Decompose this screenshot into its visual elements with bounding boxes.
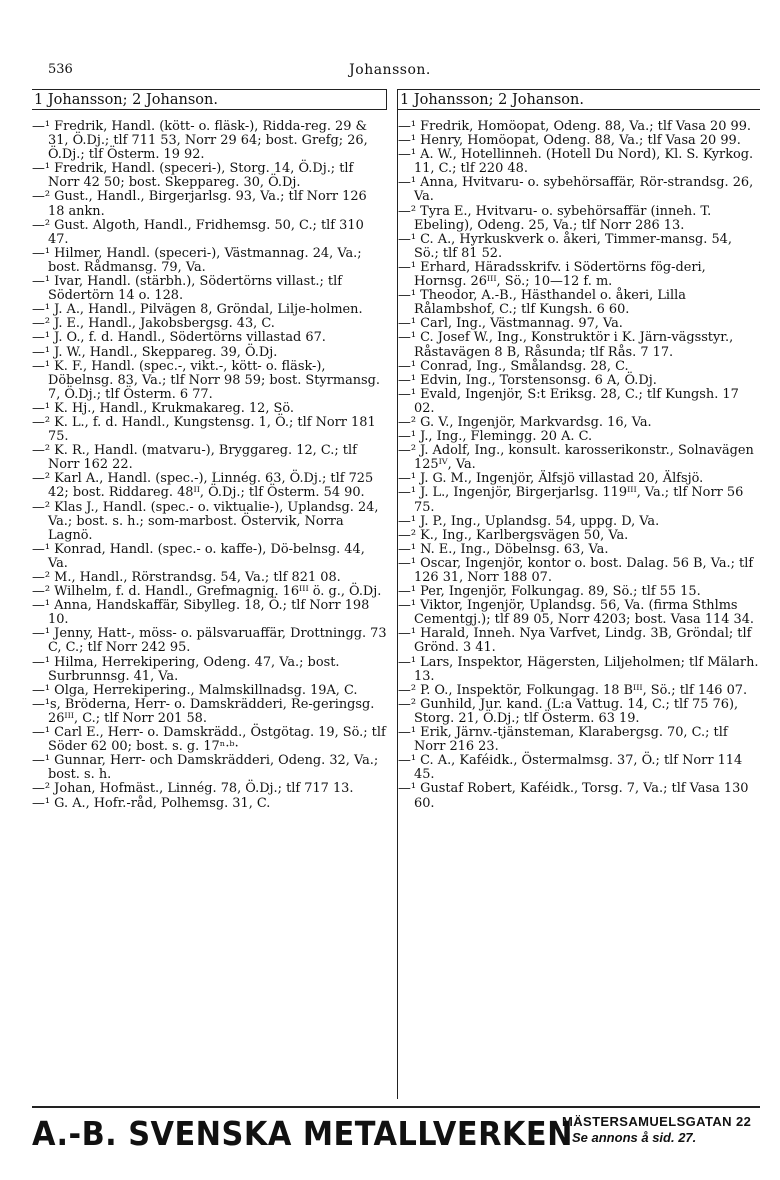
directory-entry: —¹ N. E., Ing., Döbelnsg. 63, Va. <box>398 541 609 557</box>
directory-entry: —¹ K. Hj., Handl., Krukmakareg. 12, Sö. <box>32 400 295 416</box>
directory-entry: —¹ Carl, Ing., Västmannag. 97, Va. <box>398 316 623 332</box>
directory-entry: —¹ J., Ing., Flemingg. 20 A. C. <box>398 429 593 445</box>
directory-entry: —¹ Gustaf Robert, Kaféidk., Torsg. 7, Va.; tlf Vasa 130 60. <box>398 781 749 811</box>
directory-entry: —¹ Fredrik, Handl. (speceri-), Storg. 14, Ö.Dj.; tlf Norr 42 50; bost. Skeppareg. 30, Ö.Dj. <box>32 161 354 191</box>
directory-entry: —² Karl A., Handl. (spec.-), Linnég. 63, Ö.Dj.; tlf 725 42; bost. Riddareg. 48ᴵᴵ, Ö.Dj.; tlf Österm. 54 90. <box>32 471 374 501</box>
directory-entry: —¹ Per, Ingenjör, Folkungag. 89, Sö.; tlf 55 15. <box>398 584 701 600</box>
directory-entry: —¹ J. G. M., Ingenjör, Älfsjö villastad 20, Älfsjö. <box>398 471 704 487</box>
directory-entry: —¹ Conrad, Ing., Smålandsg. 28, C. <box>398 358 629 374</box>
directory-entry: —¹ Evald, Ingenjör, S:t Eriksg. 28, C.; tlf Kungsh. 17 02. <box>398 386 739 416</box>
directory-entry: —¹ J. A., Handl., Pilvägen 8, Gröndal, Lilje-holmen. <box>32 302 363 318</box>
directory-entry: —¹ Theodor, A.-B., Hästhandel o. åkeri, Lilla Rålambshof, C.; tlf Kungsh. 6 60. <box>398 288 686 318</box>
directory-entry: —¹ C. A., Kaféidk., Östermalmsg. 37, Ö.; tlf Norr 114 45. <box>398 753 743 783</box>
directory-entry: —¹ Lars, Inspektor, Hägersten, Liljeholmen; tlf Mälarh. 13. <box>398 654 759 684</box>
left-column-heading: 1 Johansson; 2 Johanson. <box>32 89 387 110</box>
directory-entry: —¹ Oscar, Ingenjör, kontor o. bost. Dalag. 56 B, Va.; tlf 126 31, Norr 188 07. <box>398 555 754 585</box>
advertisement-address: MÄSTERSAMUELSGATAN 22 <box>562 1114 752 1129</box>
directory-entry: —¹ J. P., Ing., Uplandsg. 54, uppg. D, Va. <box>398 513 660 529</box>
directory-entry: —¹ Anna, Handskaffär, Sibylleg. 18, Ö.; tlf Norr 198 10. <box>32 598 370 628</box>
directory-entry: —¹ Ivar, Handl. (stärbh.), Södertörns villast.; tlf Södertörn 14 o. 128. <box>32 274 342 304</box>
directory-entry: —² J. E., Handl., Jakobsbergsg. 43, C. <box>32 316 275 332</box>
directory-entry: —² K. L., f. d. Handl., Kungstensg. 1, Ö.; tlf Norr 181 75. <box>32 414 376 445</box>
directory-entry: —² Klas J., Handl. (spec.- o. viktualie-), Uplandsg. 24, Va.; bost. s. h.; som-marbost. Östervik, Norra Lagnö. <box>32 499 379 543</box>
directory-entry: —² P. O., Inspektör, Folkungag. 18 Bᴵᴵᴵ, Sö.; tlf 146 07. <box>398 682 748 698</box>
right-entry-list <box>398 120 760 811</box>
right-column <box>398 89 760 811</box>
advertisement-banner <box>32 1106 760 1158</box>
right-column-heading: 1 Johansson; 2 Johanson. <box>398 89 760 110</box>
directory-entry: —¹ Fredrik, Handl. (kött- o. fläsk-), Ridda-reg. 29 & 31, Ö.Dj.; tlf 711 53, Norr 29 64; bost. Grefg; 26, Ö.Dj.; tlf Österm. 19 92. <box>32 119 368 163</box>
directory-entry: —¹ A. W., Hotellinneh. (Hotell Du Nord), Kl. S. Kyrkog. 11, C.; tlf 220 48. <box>398 147 754 177</box>
directory-entry: —² Johan, Hofmäst., Linnég. 78, Ö.Dj.; tlf 717 13. <box>32 781 354 797</box>
directory-entry: —¹ Harald, Inneh. Nya Varfvet, Lindg. 3B, Gröndal; tlf Grönd. 3 41. <box>398 626 752 656</box>
advertisement-company: A.-B. SVENSKA METALLVERKEN <box>32 1113 573 1153</box>
directory-entry: —¹ J. W., Handl., Skeppareg. 39, Ö.Dj. <box>32 344 278 360</box>
directory-entry: —¹s, Bröderna, Herr- o. Damskrädderi, Re-geringsg. 26ᴵᴵᴵ, C.; tlf Norr 201 58. <box>32 696 375 726</box>
directory-entry: —¹ Hilma, Herrekipering, Odeng. 47, Va.; bost. Surbrunnsg. 41, Va. <box>32 654 340 684</box>
directory-entry: —² Gunhild, Jur. kand. (L:a Vattug. 14, C.; tlf 75 76), Storg. 21, Ö.Dj.; tlf Österm. 63 19. <box>398 696 739 726</box>
directory-entry: —¹ Carl E., Herr- o. Damskrädd., Östgötag. 19, Sö.; tlf Söder 62 00; bost. s. g. 17ⁿ·ᵇ· <box>32 725 386 755</box>
directory-entry: —¹ Jenny, Hatt-, möss- o. pälsvaruaffär, Drottningg. 73 C, C.; tlf Norr 242 95. <box>32 626 387 656</box>
directory-entry: —¹ J. L., Ingenjör, Birgerjarlsg. 119ᴵᴵᴵ, Va.; tlf Norr 56 75. <box>398 485 744 515</box>
directory-entry: —² Tyra E., Hvitvaru- o. sybehörsaffär (inneh. T. Ebeling), Odeng. 25, Va.; tlf Norr 286 13. <box>398 203 712 233</box>
directory-entry: —¹ Konrad, Handl. (spec.- o. kaffe-), Dö-belnsg. 44, Va. <box>32 541 365 571</box>
left-entry-list <box>32 120 387 811</box>
directory-entry: —¹ G. A., Hofr.-råd, Polhemsg. 31, C. <box>32 795 271 811</box>
directory-entry: —¹ Viktor, Ingenjör, Uplandsg. 56, Va. (firma Sthlms Cementgj.); tlf 89 05, Norr 4203; bost. Vasa 114 34. <box>398 598 755 628</box>
directory-entry: —² K. R., Handl. (matvaru-), Bryggareg. 12, C.; tlf Norr 162 22. <box>32 443 357 473</box>
directory-entry: —¹ C. Josef W., Ing., Konstruktör i K. Järn-vägsstyr., Råstavägen 8 B, Råsunda; tlf Rås. 7 17. <box>398 330 734 360</box>
advertisement-reference: Se annons å sid. 27. <box>572 1130 697 1145</box>
directory-entry: —¹ C. A., Hyrkuskverk o. åkeri, Timmer-mansg. 54, Sö.; tlf 81 52. <box>398 231 732 261</box>
directory-entry: —² M., Handl., Rörstrandsg. 54, Va.; tlf 821 08. <box>32 570 341 585</box>
directory-entry: —¹ Edvin, Ing., Torstensonsg. 6 A, Ö.Dj. <box>398 372 657 388</box>
advertisement-details <box>562 1114 751 1145</box>
directory-entry: —¹ J. O., f. d. Handl., Södertörns villastad 67. <box>32 330 326 346</box>
directory-entry: —² K., Ing., Karlbergsvägen 50, Va. <box>398 527 629 543</box>
directory-entry: —² Wilhelm, f. d. Handl., Grefmagnig. 16ᴵᴵᴵ ö. g., Ö.Dj. <box>32 584 382 600</box>
directory-entry: —² Gust. Algoth, Handl., Fridhemsg. 50, C.; tlf 310 47. <box>32 217 364 247</box>
directory-entry: —¹ K. F., Handl. (spec.-, vikt.-, kött- o. fläsk-), Döbelnsg. 83, Va.; tlf Norr 98 59; bost. Styrmansg. 7, Ö.Dj.; tlf Österm. 6 77. <box>32 358 381 402</box>
directory-entry: —¹ Gunnar, Herr- och Damskrädderi, Odeng. 32, Va.; bost. s. h. <box>32 753 379 783</box>
directory-entry: —¹ Fredrik, Homöopat, Odeng. 88, Va.; tlf Vasa 20 99. <box>398 119 752 134</box>
directory-entry: —¹ Henry, Homöopat, Odeng. 88, Va.; tlf Vasa 20 99. <box>398 133 741 149</box>
directory-entry: —¹ Anna, Hvitvaru- o. sybehörsaffär, Rör-strandsg. 26, Va. <box>398 175 754 205</box>
directory-entry: —¹ Erik, Järnv.-tjänsteman, Klarabergsg. 70, C.; tlf Norr 216 23. <box>398 725 728 755</box>
directory-entry: —¹ Olga, Herrekipering., Malmskillnadsg. 19A, C. <box>32 682 358 698</box>
directory-entry: —² G. V., Ingenjör, Markvardsg. 16, Va. <box>398 414 652 430</box>
directory-entry: —² Gust., Handl., Birgerjarlsg. 93, Va.; tlf Norr 126 18 ankn. <box>32 189 367 219</box>
directory-entry: —² J. Adolf, Ing., konsult. karosserikonstr., Solnavägen 125ᴵⱽ, Va. <box>398 443 754 473</box>
directory-entry: —¹ Hilmer, Handl. (speceri-), Västmannag. 24, Va.; bost. Rådmansg. 79, Va. <box>32 245 362 275</box>
directory-entry: —¹ Erhard, Häradsskrifv. i Södertörns fög-deri, Hornsg. 26ᴵᴵᴵ, Sö.; 10—12 f. m. <box>398 259 706 290</box>
running-title: Johansson. <box>349 62 431 78</box>
page-number: 536 <box>48 62 73 77</box>
left-column <box>32 89 387 811</box>
